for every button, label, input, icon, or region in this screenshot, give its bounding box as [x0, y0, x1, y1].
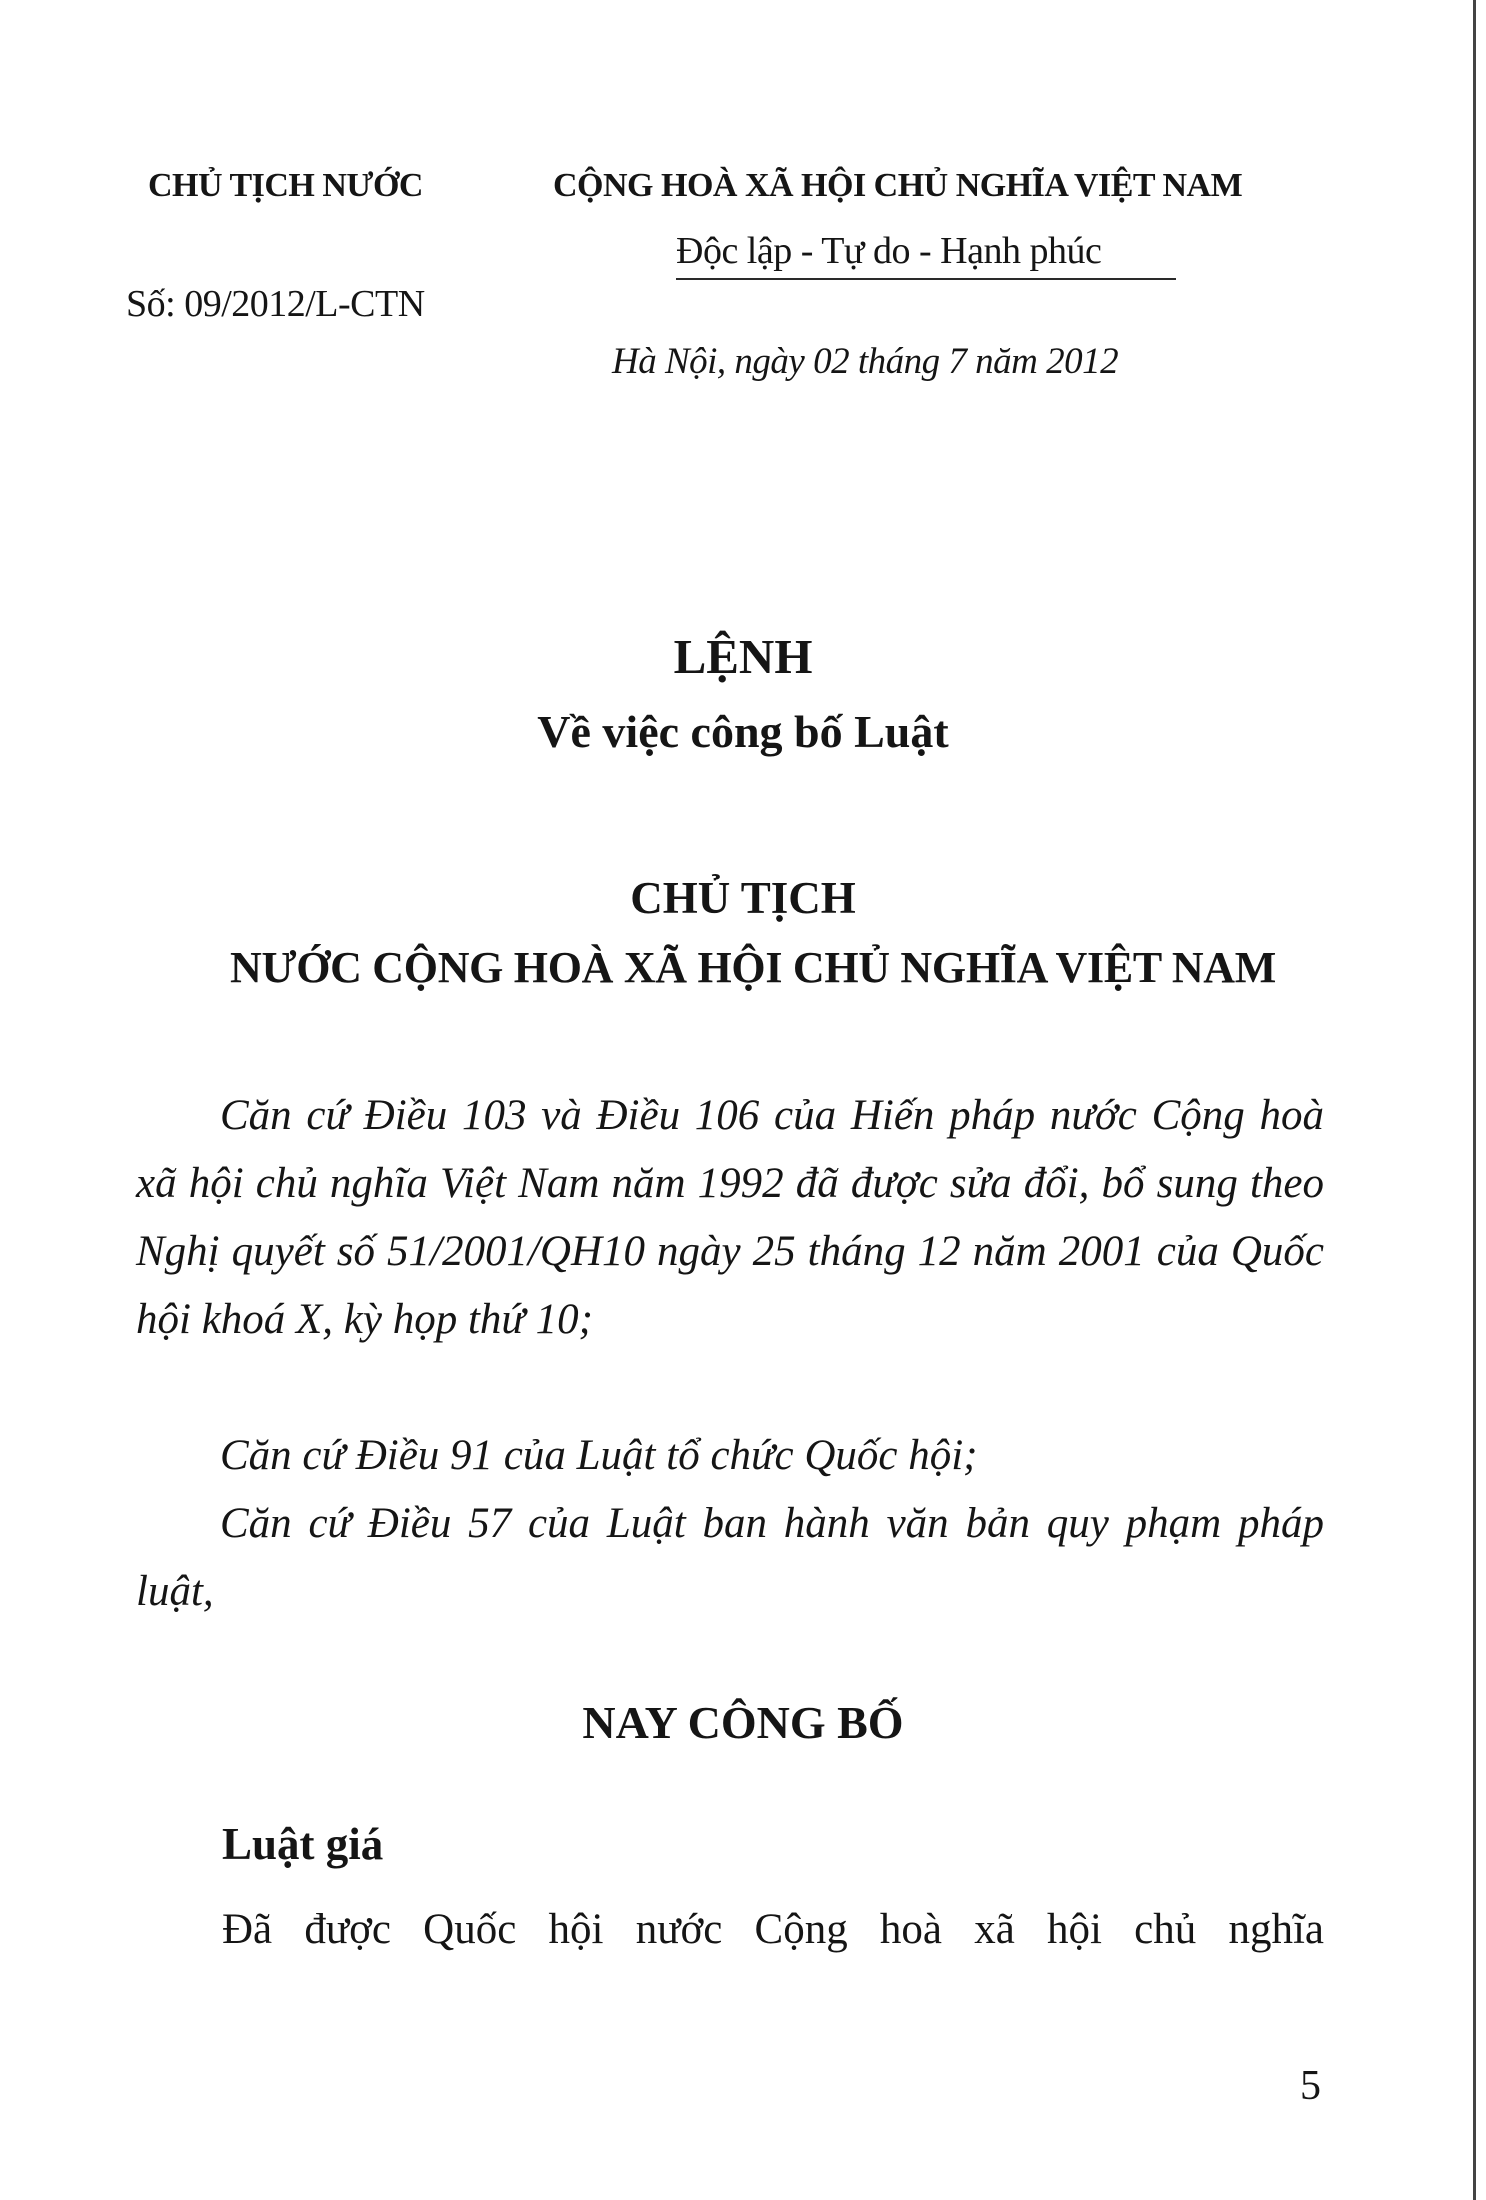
document-number: Số: 09/2012/L-CTN	[126, 283, 425, 325]
document-subtitle: Về việc công bố Luật	[537, 706, 949, 757]
legal-basis-paragraph: Căn cứ Điều 103 và Điều 106 của Hiến pháp nước Cộng hoà xã hội chủ nghĩa Việt Nam năm 1992 đã được sửa đổi, bổ sung theo Nghị quyết số 51/2001/QH10 ngày 25 tháng 12 năm 2001 của Quốc hội khoá X, kỳ họp thứ 10;	[136, 1092, 1324, 1343]
place-and-date: Hà Nội, ngày 02 tháng 7 năm 2012	[612, 341, 1119, 382]
issuer-title-line-1: CHỦ TỊCH	[630, 873, 856, 923]
issuer-title-line-2: NƯỚC CỘNG HOÀ XÃ HỘI CHỦ NGHĨA VIỆT NAM	[230, 943, 1276, 992]
national-motto: Độc lập - Tự do - Hạnh phúc	[676, 230, 1102, 272]
law-name: Luật giá	[222, 1819, 384, 1869]
continuation-text: Đã được Quốc hội nước Cộng hoà xã hội chủ nghĩa	[222, 1906, 1324, 1953]
page-number: 5	[1300, 2063, 1321, 2109]
page-edge-line	[1473, 0, 1476, 2200]
legal-basis-paragraph: Căn cứ Điều 91 của Luật tổ chức Quốc hội;	[220, 1432, 978, 1479]
motto-underline	[676, 278, 1176, 280]
proclamation-heading: NAY CÔNG BỐ	[582, 1697, 904, 1748]
document-title: LỆNH	[673, 629, 813, 684]
nation-header: CỘNG HOÀ XÃ HỘI CHỦ NGHĨA VIỆT NAM	[553, 167, 1243, 204]
issuer-header: CHỦ TỊCH NƯỚC	[148, 167, 423, 204]
legal-basis-paragraph: Căn cứ Điều 57 của Luật ban hành văn bản quy phạm pháp luật,	[136, 1500, 1324, 1615]
